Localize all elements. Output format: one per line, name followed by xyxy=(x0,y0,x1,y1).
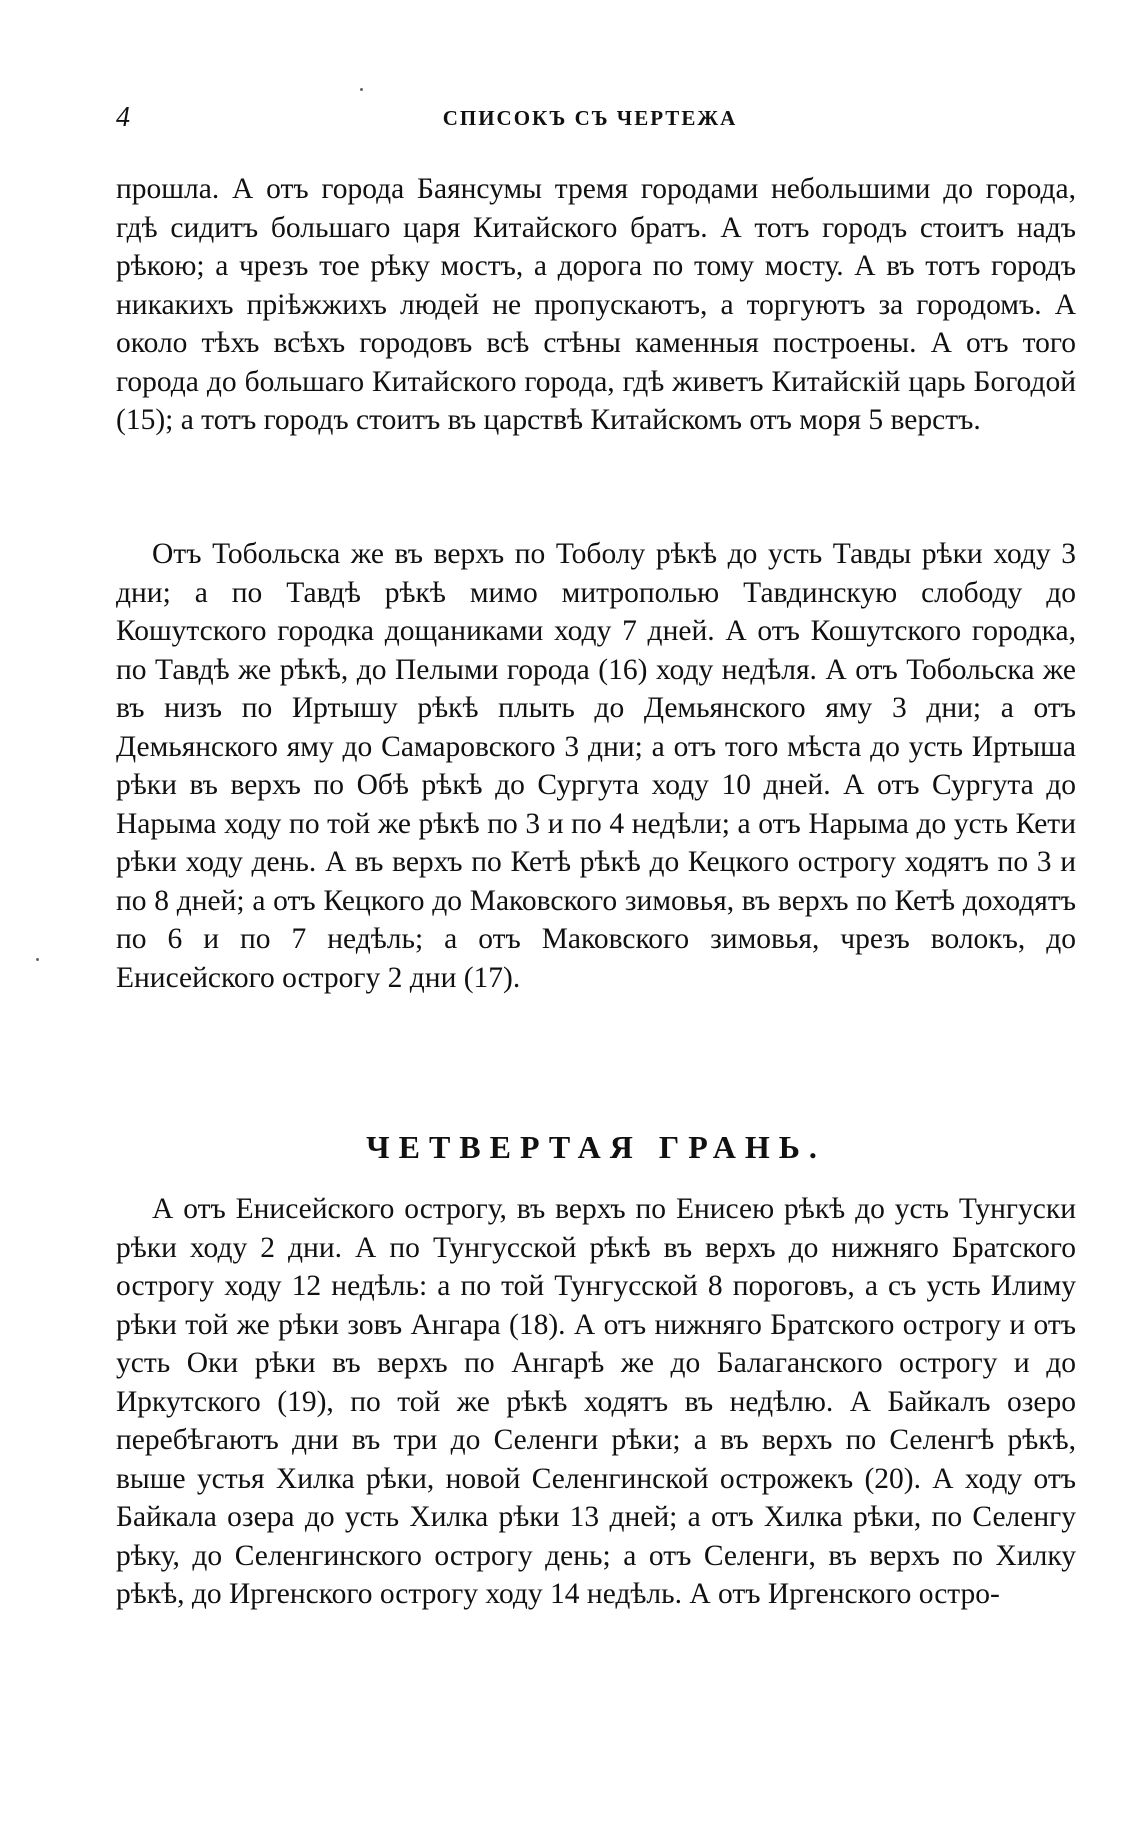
paragraph-tobolsk xyxy=(116,535,1076,997)
running-head: СПИСОКЪ СЪ ЧЕРТЕЖА xyxy=(442,106,738,130)
paragraph-yenisei xyxy=(116,1190,1076,1614)
paper-speck xyxy=(36,958,39,961)
paper-speck xyxy=(360,88,363,91)
page-header xyxy=(110,102,1070,136)
paragraph-1: прошла. А отъ города Баянсумы тремя городами небольшими до города, гдѣ сидитъ большаго царя Китайского братъ. А тотъ городъ стоитъ надъ рѣкою; а чрезъ тое рѣку мостъ, а дорога по тому мосту. А въ тотъ городъ никакихъ прiѣжжихъ людей не пропускаютъ, а торгуютъ за городомъ. А около тѣхъ всѣхъ городовъ всѣ стѣны каменныя построены. А отъ того города до большаго Китайского города, гдѣ живетъ Китайскiй царь Богодой (15); а тотъ городъ стоитъ въ царствѣ Китайскомъ отъ моря 5 верстъ. xyxy=(116,173,1076,436)
section-heading: ЧЕТВЕРТАЯ ГРАНЬ. xyxy=(366,1128,826,1165)
paragraph-continuation xyxy=(116,170,1076,440)
paragraph-3: А отъ Енисейского острогу, въ верхъ по Енисею рѣкѣ до усть Тунгуски рѣки ходу 2 дни. А по Тунгусской рѣкѣ въ верхъ до нижняго Братского острогу ходу 12 недѣль: а по той Тунгусской 8 пороговъ, а съ усть Илиму рѣки той же рѣки зовъ Ангара (18). А отъ нижняго Братского острогу и отъ усть Оки рѣки въ верхъ по Ангарѣ же до Балаганского острогу и до Иркутского (19), по той же рѣкѣ ходятъ въ недѣлю. А Байкалъ озеро перебѣгаютъ дни въ три до Селенги рѣки; а въ верхъ по Селенгѣ рѣкѣ, выше устья Хилка рѣки, новой Селенгинской острожекъ (20). А ходу отъ Байкала озера до усть Хилка рѣки 13 дней; а отъ Хилка рѣки, по Селенгу рѣку, до Селенгинского острогу день; а отъ Селенги, въ верхъ по Хилку рѣкѣ, до Иргенского острогу ходу 14 недѣль. А отъ Иргенского остро- xyxy=(116,1193,1076,1610)
page-number: 4 xyxy=(116,102,130,133)
paragraph-2: Отъ Тобольска же въ верхъ по Тоболу рѣкѣ до усть Тавды рѣки ходу 3 дни; а по Тавдѣ рѣкѣ мимо митрополью Тавдинскую слободу до Кошутского городка дощаниками ходу 7 дней. А отъ Кошутского городка, по Тавдѣ же рѣкѣ, до Пелыми города (16) ходу недѣля. А отъ Тобольска же въ низъ по Иртышу рѣкѣ плыть до Демьянского яму 3 дни; а отъ Демьянского яму до Самаровского 3 дни; а отъ того мѣста до усть Иртыша рѣки въ верхъ по Обѣ рѣкѣ до Сургута ходу 10 дней. А отъ Сургута до Нарыма ходу по той же рѣкѣ по 3 и по 4 недѣли; а отъ Нарыма до усть Кети рѣки ходу день. А въ верхъ по Кетѣ рѣкѣ до Кецкого острогу ходятъ по 3 и по 8 дней; а отъ Кецкого до Маковского зимовья, въ верхъ по Кетѣ доходятъ по 6 и по 7 недѣль; а отъ Маковского зимовья, чрезъ волокъ, до Енисейского острогу 2 дни (17). xyxy=(116,538,1076,994)
